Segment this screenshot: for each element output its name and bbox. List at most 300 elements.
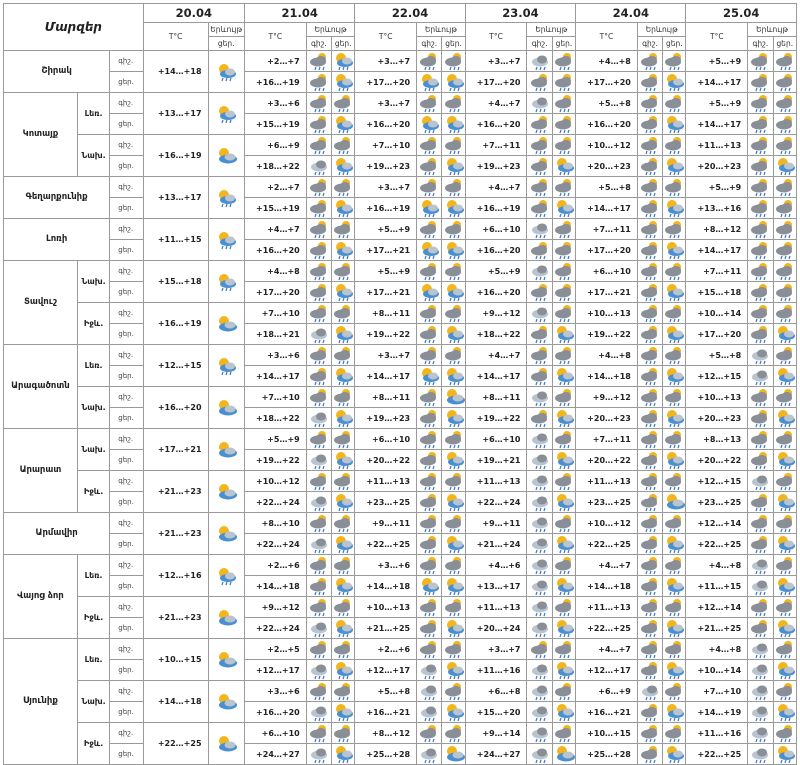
- cloud-sun-rain-icon: [417, 471, 442, 492]
- cloud-sun-rain-icon: [332, 219, 355, 240]
- cloud-sun-rain-icon: [332, 303, 355, 324]
- sun-rain-icon: [663, 660, 686, 681]
- temp-cell: +23…+25: [576, 492, 638, 513]
- temp-cell: +22…+24: [244, 618, 306, 639]
- temp-cell: +23…+25: [355, 492, 417, 513]
- cloud-sun-rain-icon: [306, 639, 331, 660]
- temp-column-header: T°C: [355, 23, 417, 51]
- temp-cell: +4…+8: [686, 639, 748, 660]
- cloud-sun-rain-icon: [663, 93, 686, 114]
- table-row: [4, 450, 797, 471]
- sun-rain-icon: [552, 408, 575, 429]
- temp-cell: +24…+27: [244, 744, 306, 765]
- temp-cell: +21…+23: [143, 597, 208, 639]
- cloud-rain-icon: [527, 429, 552, 450]
- cloud-sun-rain-icon: [663, 429, 686, 450]
- temp-cell: +6…+10: [355, 429, 417, 450]
- table-row: [4, 261, 797, 282]
- table-row: [4, 198, 797, 219]
- temp-cell: +5…+9: [355, 219, 417, 240]
- temp-cell: +14…+19: [686, 702, 748, 723]
- cloud-sun-rain-icon: [527, 72, 552, 93]
- cloud-sun-rain-icon: [417, 429, 442, 450]
- sun-rain-icon: [773, 534, 796, 555]
- sun-rain-icon: [442, 198, 465, 219]
- sun-rain-icon: [332, 618, 355, 639]
- table-row: [4, 387, 797, 408]
- cloud-rain-icon: [306, 450, 331, 471]
- sun-rain-icon: [332, 114, 355, 135]
- cloud-sun-rain-icon: [552, 282, 575, 303]
- temp-cell: +11…+16: [465, 660, 527, 681]
- temp-cell: +6…+10: [576, 261, 638, 282]
- temp-cell: +22…+24: [244, 492, 306, 513]
- temp-cell: +12…+15: [143, 345, 208, 387]
- cloud-sun-rain-icon: [748, 513, 773, 534]
- cloud-sun-rain-icon: [332, 135, 355, 156]
- day-subheader: ցեր.: [663, 37, 686, 51]
- cloud-sun-rain-icon: [442, 303, 465, 324]
- cloud-sun-rain-icon: [773, 93, 796, 114]
- sun-rain-icon: [417, 282, 442, 303]
- night-subheader: գիշ.: [637, 37, 662, 51]
- temp-cell: +4…+6: [465, 555, 527, 576]
- temp-column-header: T°C: [686, 23, 748, 51]
- sun-rain-icon: [773, 576, 796, 597]
- cloud-rain-icon: [527, 450, 552, 471]
- cloud-sun-rain-icon: [332, 345, 355, 366]
- sun-rain-icon: [663, 324, 686, 345]
- temp-cell: +16…+19: [244, 72, 306, 93]
- sun-rain-icon: [332, 156, 355, 177]
- temp-cell: +7…+11: [576, 219, 638, 240]
- cloud-sun-rain-icon: [637, 576, 662, 597]
- table-row: [4, 177, 797, 198]
- cloud-sun-rain-icon: [637, 555, 662, 576]
- temp-cell: +20…+22: [686, 450, 748, 471]
- temp-cell: +3…+6: [244, 681, 306, 702]
- temp-cell: +14…+18: [576, 576, 638, 597]
- cloud-sun-rain-icon: [748, 156, 773, 177]
- cloud-sun-rain-icon: [306, 555, 331, 576]
- night-subheader: գիշ.: [306, 37, 331, 51]
- table-row: [4, 744, 797, 765]
- cloud-sun-rain-icon: [417, 135, 442, 156]
- sun-rain-icon: [332, 576, 355, 597]
- table-row: [4, 513, 797, 534]
- sun-rain-icon: [442, 408, 465, 429]
- night-subheader: գիշ.: [527, 37, 552, 51]
- temp-cell: +16…+20: [576, 114, 638, 135]
- temp-cell: +20…+24: [465, 618, 527, 639]
- period-label: ցեր.: [110, 324, 143, 345]
- cloud-sun-rain-icon: [552, 72, 575, 93]
- cloud-sun-rain-icon: [773, 429, 796, 450]
- cloud-sun-rain-icon: [306, 114, 331, 135]
- cloud-sun-rain-icon: [527, 135, 552, 156]
- temp-cell: +20…+23: [686, 156, 748, 177]
- period-label: գիշ.: [110, 555, 143, 576]
- cloud-sun-rain-icon: [637, 156, 662, 177]
- cloud-sun-rain-icon: [417, 555, 442, 576]
- cloud-sun-rain-icon: [663, 177, 686, 198]
- forecast-table: [3, 3, 797, 765]
- temp-cell: +2…+6: [355, 639, 417, 660]
- temp-cell: +4…+8: [576, 51, 638, 72]
- cloud-sun-rain-icon: [332, 555, 355, 576]
- night-subheader: գիշ.: [417, 37, 442, 51]
- cloud-sun-rain-icon: [442, 639, 465, 660]
- cloud-rain-icon: [527, 723, 552, 744]
- temp-cell: +5…+9: [686, 177, 748, 198]
- cloud-sun-rain-icon: [637, 345, 662, 366]
- sun-rain-icon: [773, 156, 796, 177]
- cloud-sun-rain-icon: [773, 471, 796, 492]
- temp-cell: +19…+23: [465, 156, 527, 177]
- cloud-rain-icon: [306, 702, 331, 723]
- cloud-sun-rain-icon: [773, 723, 796, 744]
- temp-cell: +22…+25: [686, 744, 748, 765]
- cloud-sun-rain-icon: [773, 555, 796, 576]
- temp-cell: +9…+12: [576, 387, 638, 408]
- temp-cell: +7…+11: [576, 429, 638, 450]
- day-subheader: ցեր.: [773, 37, 796, 51]
- sun-rain-icon: [332, 324, 355, 345]
- cloud-sun-rain-icon: [637, 639, 662, 660]
- temp-cell: +21…+23: [143, 513, 208, 555]
- period-label: ցեր.: [110, 282, 143, 303]
- phenomenon-column-header: Երևույթ: [417, 23, 466, 37]
- cloud-rain-icon: [637, 681, 662, 702]
- cloud-sun-rain-icon: [417, 93, 442, 114]
- cloud-sun-rain-icon: [637, 366, 662, 387]
- cloud-sun-rain-icon: [527, 240, 552, 261]
- zone-label: Նախ.: [77, 429, 109, 471]
- cloud-sun-rain-icon: [663, 597, 686, 618]
- cloud-sun-rain-icon: [748, 114, 773, 135]
- cloud-rain-icon: [527, 492, 552, 513]
- cloud-sun-rain-icon: [773, 72, 796, 93]
- sun-rain-icon: [663, 72, 686, 93]
- zone-label: Իջև.: [77, 471, 109, 513]
- cloud-sun-rain-icon: [773, 240, 796, 261]
- sun-cloud-icon: [208, 135, 244, 177]
- phenomenon-column-header: Երևույթ: [748, 23, 797, 37]
- sun-cloud-icon: [442, 744, 465, 765]
- temp-cell: +19…+23: [355, 408, 417, 429]
- sun-rain-icon: [442, 450, 465, 471]
- cloud-sun-rain-icon: [663, 303, 686, 324]
- cloud-sun-rain-icon: [417, 387, 442, 408]
- sun-rain-icon: [442, 576, 465, 597]
- cloud-sun-rain-icon: [306, 513, 331, 534]
- cloud-rain-icon: [306, 744, 331, 765]
- temp-cell: +23…+25: [686, 492, 748, 513]
- temp-cell: +21…+24: [465, 534, 527, 555]
- temp-cell: +5…+8: [576, 93, 638, 114]
- cloud-rain-icon: [748, 576, 773, 597]
- cloud-sun-rain-icon: [306, 366, 331, 387]
- temp-cell: +13…+16: [686, 198, 748, 219]
- cloud-sun-rain-icon: [332, 639, 355, 660]
- period-label: գիշ.: [110, 429, 143, 450]
- temp-cell: +12…+15: [686, 366, 748, 387]
- temp-cell: +5…+9: [244, 429, 306, 450]
- temp-cell: +9…+11: [465, 513, 527, 534]
- temp-cell: +14…+18: [143, 681, 208, 723]
- temp-column-header: T°C: [465, 23, 527, 51]
- cloud-sun-rain-icon: [332, 723, 355, 744]
- cloud-sun-rain-icon: [442, 723, 465, 744]
- period-label: գիշ.: [110, 681, 143, 702]
- period-label: ցեր.: [110, 618, 143, 639]
- period-label: ցեր.: [110, 492, 143, 513]
- date-header: 22.04: [355, 4, 465, 23]
- cloud-sun-rain-icon: [306, 681, 331, 702]
- day-subheader: ցեր.: [332, 37, 355, 51]
- table-row: [4, 303, 797, 324]
- cloud-sun-rain-icon: [637, 282, 662, 303]
- sun-rain-icon: [332, 72, 355, 93]
- cloud-sun-rain-icon: [552, 261, 575, 282]
- sun-cloud-icon: [208, 723, 244, 765]
- sun-rain-icon: [552, 702, 575, 723]
- table-row: [4, 555, 797, 576]
- sun-rain-icon: [417, 198, 442, 219]
- sun-rain-icon: [663, 156, 686, 177]
- cloud-rain-icon: [306, 156, 331, 177]
- cloud-sun-rain-icon: [748, 177, 773, 198]
- cloud-sun-rain-icon: [417, 597, 442, 618]
- cloud-rain-icon: [748, 660, 773, 681]
- cloud-sun-rain-icon: [306, 303, 331, 324]
- region-name: Գեղարքունիք: [4, 177, 110, 219]
- cloud-sun-rain-icon: [773, 513, 796, 534]
- sun-rain-icon: [552, 618, 575, 639]
- cloud-sun-rain-icon: [442, 177, 465, 198]
- sun-rain-icon: [663, 618, 686, 639]
- cloud-sun-rain-icon: [332, 177, 355, 198]
- temp-cell: +4…+8: [244, 261, 306, 282]
- cloud-sun-rain-icon: [306, 471, 331, 492]
- cloud-sun-rain-icon: [417, 450, 442, 471]
- cloud-sun-rain-icon: [773, 282, 796, 303]
- cloud-sun-rain-icon: [306, 177, 331, 198]
- sun-rain-icon: [552, 366, 575, 387]
- temp-cell: +16…+20: [143, 387, 208, 429]
- cloud-sun-rain-icon: [748, 387, 773, 408]
- cloud-rain-icon: [417, 702, 442, 723]
- temp-cell: +13…+17: [143, 93, 208, 135]
- cloud-sun-rain-icon: [773, 261, 796, 282]
- cloud-rain-icon: [527, 471, 552, 492]
- cloud-sun-rain-icon: [637, 597, 662, 618]
- sun-rain-icon: [332, 450, 355, 471]
- temp-cell: +17…+20: [355, 72, 417, 93]
- zone-label: Լեռ.: [77, 345, 109, 387]
- sun-cloud-icon: [208, 303, 244, 345]
- temp-cell: +20…+23: [576, 156, 638, 177]
- region-name: Արագածոտն: [4, 345, 78, 429]
- temp-cell: +14…+17: [686, 114, 748, 135]
- temp-cell: +16…+19: [465, 198, 527, 219]
- cloud-sun-rain-icon: [527, 324, 552, 345]
- cloud-sun-rain-icon: [773, 681, 796, 702]
- cloud-sun-rain-icon: [748, 429, 773, 450]
- cloud-sun-rain-icon: [442, 345, 465, 366]
- sun-rain-icon: [663, 408, 686, 429]
- cloud-sun-rain-icon: [417, 492, 442, 513]
- temp-cell: +12…+16: [143, 555, 208, 597]
- temp-cell: +11…+15: [686, 576, 748, 597]
- sun-rain-icon: [773, 744, 796, 765]
- cloud-sun-rain-icon: [417, 156, 442, 177]
- night-subheader: գիշ.: [748, 37, 773, 51]
- cloud-sun-rain-icon: [332, 429, 355, 450]
- cloud-sun-rain-icon: [637, 219, 662, 240]
- table-row: [4, 135, 797, 156]
- period-label: գիշ.: [110, 261, 143, 282]
- temp-cell: +16…+20: [355, 114, 417, 135]
- temp-cell: +22…+25: [143, 723, 208, 765]
- sun-rain-icon: [442, 702, 465, 723]
- period-label: ցեր.: [110, 702, 143, 723]
- temp-cell: +6…+9: [244, 135, 306, 156]
- sun-cloud-icon: [208, 681, 244, 723]
- temp-cell: +2…+6: [244, 555, 306, 576]
- cloud-sun-rain-icon: [306, 723, 331, 744]
- cloud-sun-rain-icon: [442, 51, 465, 72]
- cloud-sun-rain-icon: [442, 471, 465, 492]
- cloud-rain-icon: [306, 492, 331, 513]
- cloud-sun-rain-icon: [527, 156, 552, 177]
- sun-rain-icon: [332, 660, 355, 681]
- sun-rain-icon: [208, 93, 244, 135]
- cloud-rain-icon: [527, 513, 552, 534]
- cloud-sun-rain-icon: [637, 492, 662, 513]
- day-subheader: ցեր.: [552, 37, 575, 51]
- region-name: Շիրակ: [4, 51, 110, 93]
- temp-cell: +10…+12: [244, 471, 306, 492]
- cloud-rain-icon: [527, 660, 552, 681]
- cloud-rain-icon: [748, 555, 773, 576]
- cloud-sun-rain-icon: [306, 240, 331, 261]
- table-row: [4, 534, 797, 555]
- period-label: ցեր.: [110, 408, 143, 429]
- temp-cell: +4…+7: [576, 639, 638, 660]
- sun-rain-icon: [552, 492, 575, 513]
- temp-cell: +19…+23: [355, 156, 417, 177]
- cloud-sun-rain-icon: [552, 345, 575, 366]
- cloud-sun-rain-icon: [637, 702, 662, 723]
- cloud-sun-rain-icon: [773, 345, 796, 366]
- cloud-rain-icon: [748, 366, 773, 387]
- period-label: գիշ.: [110, 177, 143, 198]
- cloud-sun-rain-icon: [332, 261, 355, 282]
- zone-label: Իջև.: [77, 597, 109, 639]
- cloud-sun-rain-icon: [637, 450, 662, 471]
- sun-rain-icon: [773, 324, 796, 345]
- temp-cell: +22…+25: [686, 534, 748, 555]
- temp-cell: +16…+20: [465, 114, 527, 135]
- sun-rain-icon: [332, 702, 355, 723]
- cloud-sun-rain-icon: [663, 219, 686, 240]
- cloud-sun-rain-icon: [442, 513, 465, 534]
- temp-cell: +16…+21: [576, 702, 638, 723]
- cloud-rain-icon: [527, 387, 552, 408]
- temp-cell: +21…+25: [355, 618, 417, 639]
- cloud-sun-rain-icon: [552, 177, 575, 198]
- temp-cell: +9…+12: [244, 597, 306, 618]
- cloud-sun-rain-icon: [637, 72, 662, 93]
- table-row: [4, 681, 797, 702]
- temp-cell: +20…+22: [355, 450, 417, 471]
- temp-cell: +17…+20: [576, 240, 638, 261]
- cloud-sun-rain-icon: [773, 639, 796, 660]
- cloud-sun-rain-icon: [417, 51, 442, 72]
- table-row: [4, 219, 797, 240]
- cloud-sun-rain-icon: [663, 513, 686, 534]
- cloud-rain-icon: [527, 534, 552, 555]
- temp-cell: +5…+9: [686, 93, 748, 114]
- cloud-sun-rain-icon: [637, 471, 662, 492]
- table-row: [4, 660, 797, 681]
- period-label: ցեր.: [110, 72, 143, 93]
- temp-cell: +17…+20: [465, 72, 527, 93]
- cloud-sun-rain-icon: [748, 93, 773, 114]
- temp-cell: +7…+11: [465, 135, 527, 156]
- temp-cell: +8…+12: [686, 219, 748, 240]
- cloud-rain-icon: [527, 702, 552, 723]
- cloud-sun-rain-icon: [552, 387, 575, 408]
- temp-cell: +4…+7: [244, 219, 306, 240]
- temp-column-header: T°C: [143, 23, 208, 51]
- cloud-sun-rain-icon: [773, 597, 796, 618]
- cloud-sun-rain-icon: [748, 219, 773, 240]
- sun-rain-icon: [442, 156, 465, 177]
- temp-cell: +17…+20: [244, 282, 306, 303]
- table-row: [4, 618, 797, 639]
- period-label: գիշ.: [110, 387, 143, 408]
- temp-cell: +10…+14: [686, 660, 748, 681]
- temp-cell: +9…+12: [465, 303, 527, 324]
- sun-rain-icon: [442, 534, 465, 555]
- temp-cell: +8…+13: [686, 429, 748, 450]
- cloud-rain-icon: [527, 261, 552, 282]
- regions-header: Մարզեր: [4, 4, 144, 51]
- cloud-sun-rain-icon: [637, 303, 662, 324]
- sun-rain-icon: [332, 744, 355, 765]
- temp-cell: +19…+22: [465, 408, 527, 429]
- temp-cell: +7…+10: [244, 387, 306, 408]
- cloud-sun-rain-icon: [663, 345, 686, 366]
- cloud-rain-icon: [748, 345, 773, 366]
- temp-cell: +8…+11: [465, 387, 527, 408]
- table-row: [4, 114, 797, 135]
- temp-cell: +12…+14: [686, 513, 748, 534]
- cloud-sun-rain-icon: [417, 534, 442, 555]
- temp-cell: +20…+22: [576, 450, 638, 471]
- sun-rain-icon: [417, 72, 442, 93]
- temp-cell: +14…+17: [355, 366, 417, 387]
- temp-cell: +10…+13: [576, 303, 638, 324]
- cloud-sun-rain-icon: [637, 660, 662, 681]
- period-label: ցեր.: [110, 576, 143, 597]
- period-label: ցեր.: [110, 198, 143, 219]
- phenomenon-column-header: Երևույթ: [306, 23, 355, 37]
- cloud-sun-rain-icon: [637, 513, 662, 534]
- temp-column-header: T°C: [244, 23, 306, 51]
